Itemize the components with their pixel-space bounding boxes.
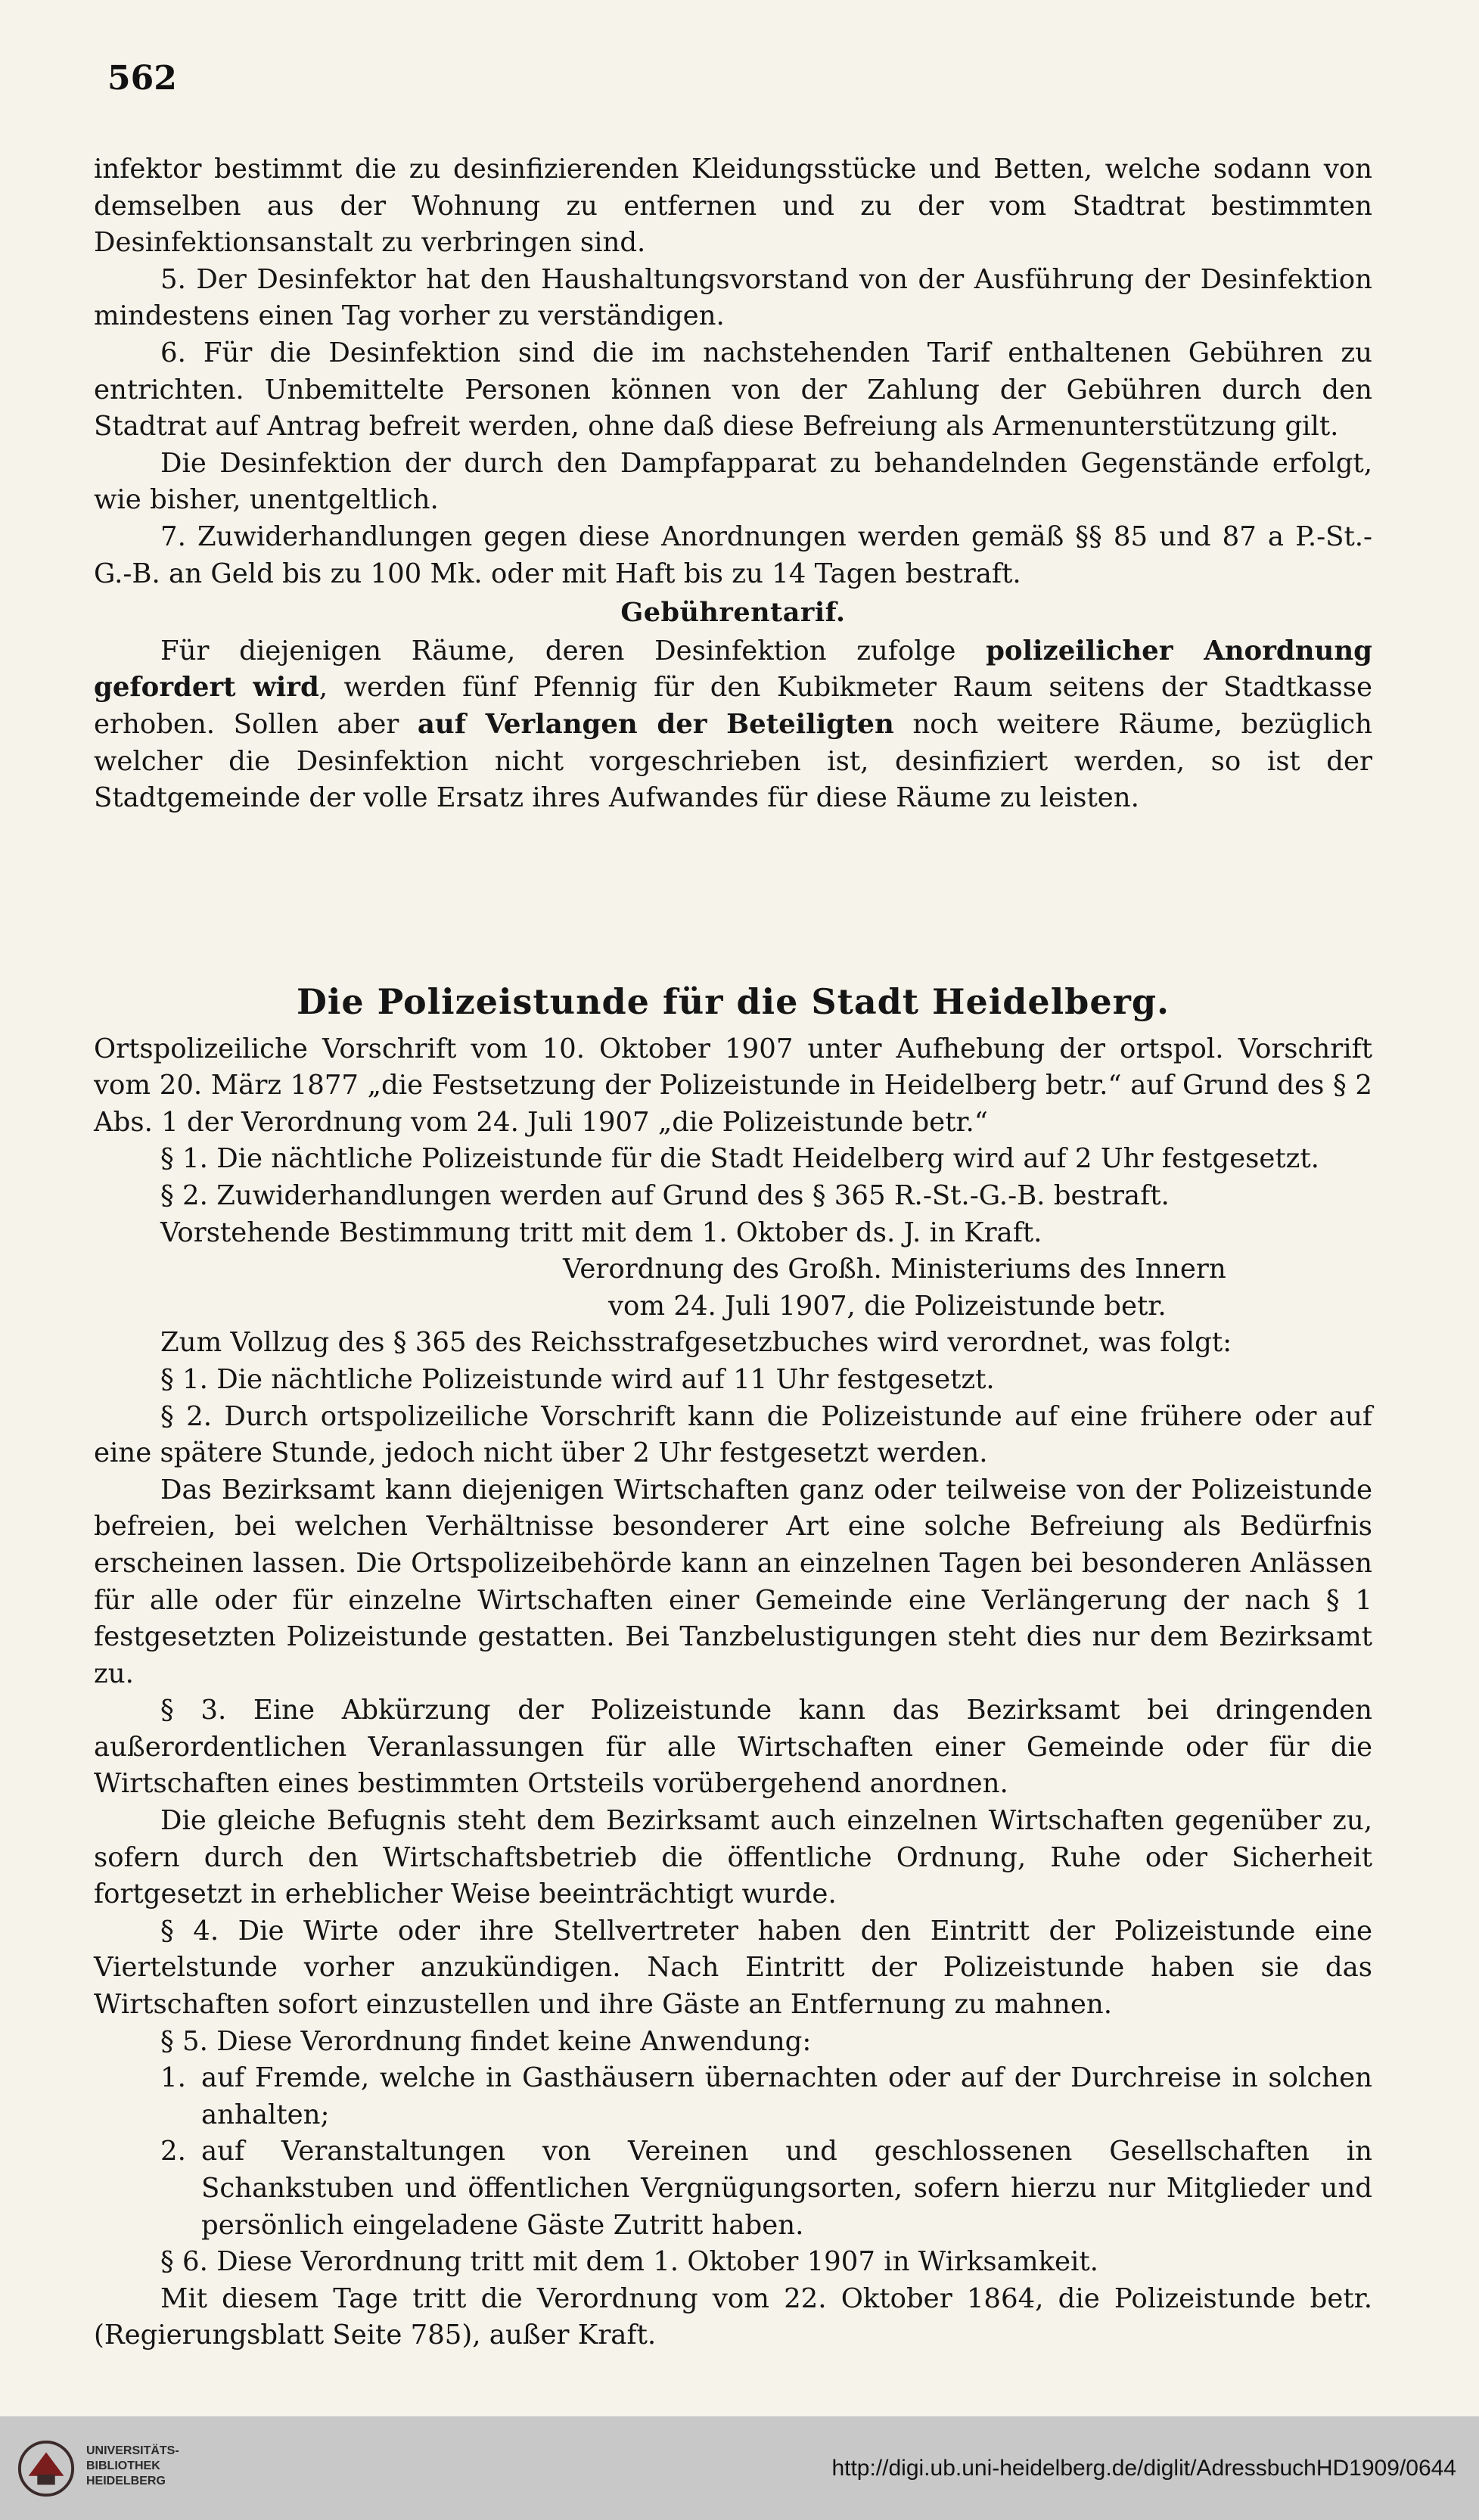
logo-line: UNIVERSITÄTS- — [86, 2444, 179, 2457]
paragraph: infektor bestimmt die zu desinfizierenden Kleidungsstücke und Betten, welche sodann von demselben aus der Wohnung zu entfernen und zu der vom Stadtrat bestimmten Desinfektionsanstalt zu verbringen sind. — [94, 154, 1372, 259]
paragraph: § 1. Die nächtliche Polizeistunde für die Stadt Heidelberg wird auf 2 Uhr festgesetzt. — [160, 1143, 1319, 1175]
signature-line: vom 24. Juli 1907, die Polizeistunde betr. — [608, 1290, 1167, 1322]
paragraph: 5. Der Desinfektor hat den Haushaltungsvorstand von der Ausführung der Desinfektion mindestens einen Tag vorher zu verständigen. — [94, 263, 1372, 332]
paragraph: § 2. Durch ortspolizeiliche Vorschrift kann die Polizeistunde auf eine frühere oder auf eine spätere Stunde, jedoch nicht über 2 Uhr festgesetzt werden. — [94, 1400, 1372, 1469]
paragraph: § 4. Die Wirte oder ihre Stellvertreter haben den Eintritt der Polizeistunde eine Viertelstunde vorher anzukündigen. Nach Eintritt der Polizeistunde haben sie das Wirtschaften sofort einzustellen und ihre Gäste an Entfernung zu mahnen. — [94, 1915, 1372, 2021]
tarif-heading: Gebührentarif. — [620, 597, 846, 629]
source-url-link[interactable]: http://digi.ub.uni-heidelberg.de/diglit/AdressbuchHD1909/0644 — [831, 2456, 1456, 2481]
library-seal-icon — [17, 2439, 76, 2498]
page-number: 562 — [107, 59, 177, 98]
list-text: auf Veranstaltungen von Vereinen und geschlossenen Gesellschaften in Schankstuben und öffentlichen Vergnügungsorten, sofern hierzu nur Mitglieder und persönlich eingeladene Gäste Zutritt haben. — [201, 2136, 1372, 2241]
list-item — [160, 2133, 1372, 2244]
bold-text-run: auf Verlangen der Beteiligten — [417, 708, 894, 740]
text-run: , werden fünf Pfennig für den Kubikmeter Raum seitens der Stadtkasse erhoben. Sollen aber — [94, 672, 1372, 740]
text-block-desinfektion — [94, 151, 1372, 817]
library-logo — [17, 2431, 189, 2507]
text-run: noch weitere Räume, bezüglich welcher die Desinfektion nicht vorgeschrieben ist, desinfiziert werden, so ist der Stadtgemeinde der volle Ersatz ihres Aufwandes für diese Räume zu leisten. — [94, 708, 1372, 814]
paragraph: Zum Vollzug des § 365 des Reichsstrafgesetzbuches wird verordnet, was folgt: — [160, 1327, 1232, 1359]
footer-bar — [0, 2416, 1479, 2520]
tarif-paragraph — [94, 633, 1372, 817]
list-number: 1. — [160, 2062, 186, 2094]
logo-line: HEIDELBERG — [86, 2475, 166, 2487]
paragraph: § 1. Die nächtliche Polizeistunde wird auf 11 Uhr festgesetzt. — [160, 1363, 995, 1395]
bold-text-run: polizeilicher Anordnung gefordert wird — [94, 635, 1373, 704]
section-heading: Die Polizeistunde für die Stadt Heidelberg. — [296, 981, 1170, 1022]
text-block-polizeistunde — [94, 981, 1372, 2354]
paragraph: Die gleiche Befugnis steht dem Bezirksamt auch einzelnen Wirtschaften gegenüber zu, sofern durch den Wirtschaftsbetrieb die öffentliche Ordnung, Ruhe oder Sicherheit fortgesetzt in erheblicher Weise beeinträchtigt wurde. — [94, 1805, 1372, 1910]
paragraph: § 2. Zuwiderhandlungen werden auf Grund des § 365 R.-St.-G.-B. bestraft. — [160, 1179, 1170, 1211]
list-text: auf Fremde, welche in Gasthäusern übernachten oder auf der Durchreise in solchen anhalten; — [201, 2062, 1372, 2130]
logo-text — [86, 2444, 179, 2489]
signature-line: Verordnung des Großh. Ministeriums des Innern — [563, 1254, 1226, 1285]
paragraph: § 5. Diese Verordnung findet keine Anwendung: — [160, 2025, 812, 2057]
paragraph: § 6. Diese Verordnung tritt mit dem 1. Oktober 1907 in Wirksamkeit. — [160, 2246, 1098, 2278]
text-run: Für diejenigen Räume, deren Desinfektion zufolge — [160, 635, 987, 667]
paragraph: Mit diesem Tage tritt die Verordnung vom 22. Oktober 1864, die Polizeistunde betr. (Regierungsblatt Seite 785), außer Kraft. — [94, 2282, 1372, 2351]
paragraph: Vorstehende Bestimmung tritt mit dem 1. Oktober ds. J. in Kraft. — [160, 1216, 1042, 1248]
intro-paragraph: Ortspolizeiliche Vorschrift vom 10. Oktober 1907 unter Aufhebung der ortspol. Vorschrift vom 20. März 1877 „die Festsetzung der Polizeistunde in Heidelberg betr.“ auf Grund des § 2 Abs. 1 der Verordnung vom 24. Juli 1907 „die Polizeistunde betr.“ — [94, 1033, 1372, 1138]
paragraph: § 3. Eine Abkürzung der Polizeistunde kann das Bezirksamt bei dringenden außerordentlichen Veranlassungen für alle Wirtschaften einer Gemeinde oder für die Wirtschaften eines bestimmten Ortsteils vorübergehend anordnen. — [94, 1695, 1372, 1800]
list-number: 2. — [160, 2136, 186, 2167]
paragraph: 6. Für die Desinfektion sind die im nachstehenden Tarif enthaltenen Gebühren zu entrichten. Unbemittelte Personen können von der Zahlung der Gebühren durch den Stadtrat auf Antrag befreit werden, ohne daß diese Befreiung als Armenunterstützung gilt. — [94, 337, 1372, 443]
logo-line: BIBLIOTHEK — [86, 2459, 160, 2472]
paragraph: Das Bezirksamt kann diejenigen Wirtschaften ganz oder teilweise von der Polizeistunde befreien, bei welchen Verhältnisse besonderer Art eine solche Befreiung als Bedürfnis erscheinen lassen. Die Ortspolizeibehörde kann an einzelnen Tagen bei besonderen Anlässen für alle oder für einzelne Wirtschaften einer Gemeinde eine Verlängerung der nach § 1 festgesetzten Polizeistunde gestatten. Bei Tanzbelustigungen steht dies nur dem Bezirksamt zu. — [94, 1474, 1372, 1689]
paragraph: Die Desinfektion der durch den Dampfapparat zu behandelnden Gegenstände erfolgt, wie bisher, unentgeltlich. — [94, 447, 1372, 516]
paragraph: 7. Zuwiderhandlungen gegen diese Anordnungen werden gemäß §§ 85 und 87 a P.-St.-G.-B. an Geld bis zu 100 Mk. oder mit Haft bis zu 14 Tagen bestraft. — [94, 520, 1372, 589]
list-item — [160, 2060, 1372, 2133]
